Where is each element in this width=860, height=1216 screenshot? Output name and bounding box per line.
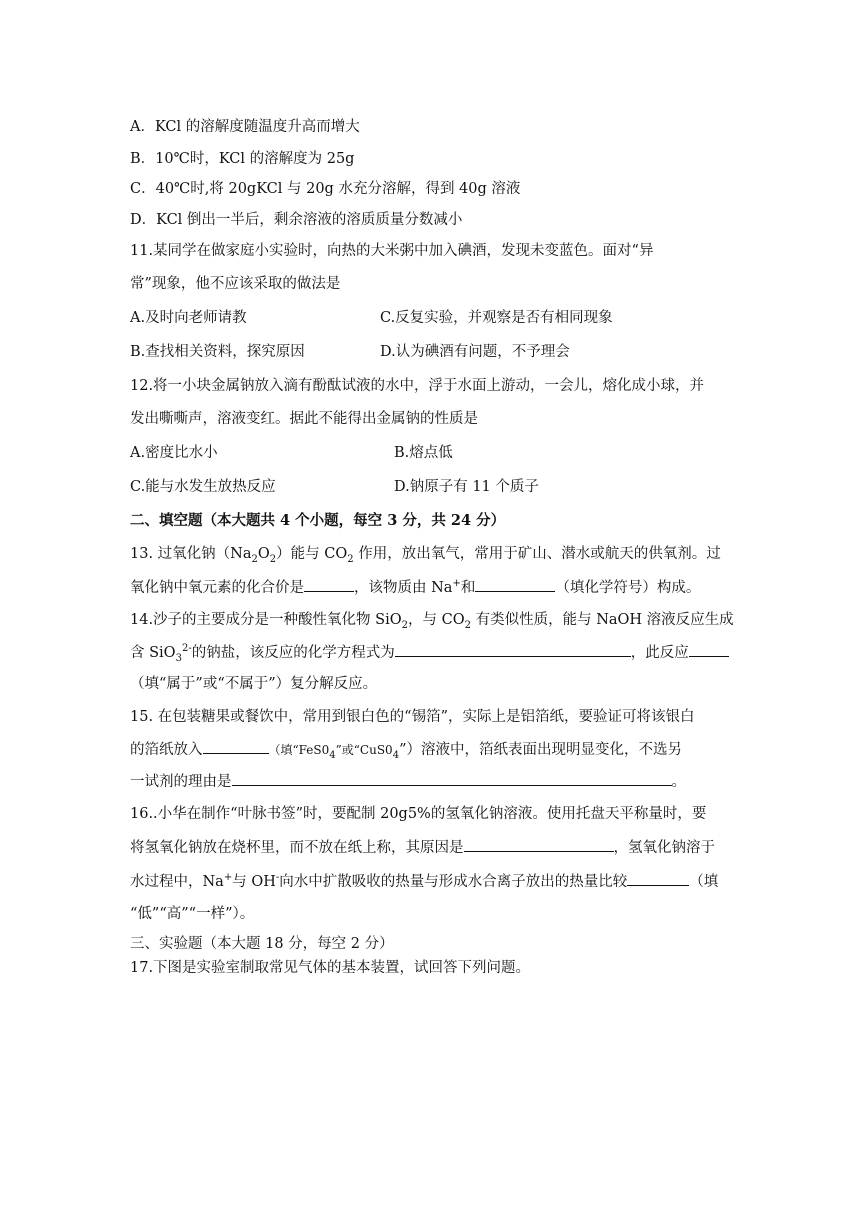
answer-blank[interactable] (689, 642, 729, 657)
q10-option-a: A．KCl 的溶解度随温度升高而增大 (130, 119, 360, 135)
q15-text: （填“FeS0 (268, 743, 330, 757)
q10-option-c: C．40℃时,将 20gKCl 与 20g 水充分溶解，得到 40g 溶液 (130, 181, 521, 197)
q13-text: （填化学符号）构成。 (555, 580, 701, 596)
q14-text: 的钠盐，该反应的化学方程式为 (191, 645, 395, 661)
q17-stem: 17.下图是实验室制取常见气体的基本装置，试回答下列问题。 (130, 960, 531, 976)
q12-option-d: D.钠原子有 11 个质子 (394, 479, 539, 495)
q14-line3: （填“属于”或“不属于”）复分解反应。 (130, 676, 378, 692)
q15-line3 (130, 771, 686, 792)
q16-text: 水过程中，Na (130, 874, 224, 890)
q11-option-c: C.反复实验，并观察是否有相同现象 (380, 310, 613, 326)
q10-option-d: D．KCl 倒出一半后，剩余溶液的溶质质量分数减小 (130, 212, 463, 228)
q11-option-a: A.及时向老师请教 (130, 310, 247, 326)
q16-line3 (130, 871, 718, 892)
answer-blank[interactable] (627, 871, 689, 886)
q13-text: O (257, 546, 270, 562)
answer-blank[interactable] (304, 577, 354, 592)
q15-text: 一试剂的理由是 (130, 774, 232, 790)
subscript: 4 (392, 749, 400, 761)
q13-line2 (130, 577, 700, 598)
q12-stem-line1: 12.将一小块金属钠放入滴有酚酞试液的水中，浮于水面上游动，一会儿，熔化成小球，并 (130, 378, 705, 394)
section3-title: 三、实验题（本大题 18 分，每空 2 分） (130, 936, 394, 952)
q12-option-b: B.熔点低 (394, 445, 453, 461)
q12-stem-line2: 发出嘶嘶声，溶液变红。据此不能得出金属钠的性质是 (130, 411, 478, 427)
subscript: 2 (401, 619, 409, 631)
subscript: 2 (464, 619, 471, 631)
q12-option-a: A.密度比水小 (130, 445, 218, 461)
q15-text: 。 (671, 774, 686, 790)
q16-line1: 16..小华在制作“叶脉书签”时，要配制 20g5%的氢氧化钠溶液。使用托盘天平称量时，要 (130, 806, 707, 822)
q16-line2 (130, 837, 715, 858)
q15-line2 (130, 739, 682, 760)
answer-blank[interactable] (464, 837, 614, 852)
superscript: - (275, 872, 280, 884)
superscript: + (452, 578, 461, 590)
subscript: 2 (269, 553, 277, 565)
q14-line1 (130, 610, 734, 630)
q16-text: 与 OH (232, 874, 276, 890)
q14-text: 有类似性质，能与 NaOH 溶液反应生成 (470, 612, 734, 628)
q15-text: ”）溶液中，箔纸表面出现明显变化，不选另 (399, 742, 682, 758)
subscript: 2 (251, 553, 258, 565)
q11-stem-line2: 常”现象，他不应该采取的做法是 (130, 276, 341, 292)
subscript: 2 (347, 553, 354, 565)
q16-text: 将氢氧化钠放在烧杯里，而不放在纸上称，其原因是 (130, 840, 464, 856)
subscript: 3 (175, 652, 182, 664)
q14-text: ，此反应 (630, 645, 689, 661)
answer-blank[interactable] (203, 739, 269, 754)
section2-title: 二、填空题（本大题共 4 个小题，每空 3 分，共 24 分） (130, 512, 506, 529)
q16-text: ，氢氧化钠溶于 (613, 840, 715, 856)
q15-text: 的箔纸放入 (130, 742, 203, 758)
q16-text: （填 (689, 874, 719, 890)
q11-option-b: B.查找相关资料，探究原因 (130, 344, 305, 360)
q11-stem-line1: 11.某同学在做家庭小实验时，向热的大米粥中加入碘酒，发现未变蓝色。面对“异 (130, 243, 654, 259)
q16-text: 向水中扩散吸收的热量与形成水合离子放出的热量比较 (279, 874, 628, 890)
q14-line2 (130, 642, 729, 663)
answer-blank[interactable] (395, 642, 631, 657)
q13-text: 13. 过氧化钠（Na (130, 546, 252, 562)
q14-text: ，与 CO (408, 612, 465, 628)
q14-text: 14.沙子的主要成分是一种酸性氧化物 SiO (130, 612, 402, 628)
q13-text: 作用，放出氧气，常用于矿山、潜水或航天的供氧剂。过 (353, 546, 721, 562)
answer-blank[interactable] (232, 771, 672, 786)
q12-option-c: C.能与水发生放热反应 (130, 479, 276, 495)
subscript: 4 (329, 749, 336, 761)
superscript: 2- (181, 643, 192, 655)
q13-text: 氧化钠中氧元素的化合价是 (130, 580, 304, 596)
q10-option-b: B．10℃时，KCl 的溶解度为 25g (130, 151, 355, 167)
q15-text: ”或“CuS0 (335, 743, 393, 757)
q13-text: ）能与 CO (276, 546, 348, 562)
q15-line1: 15. 在包装糖果或餐饮中，常用到银白色的“锡箔”，实际上是铝箔纸，要验证可将该银白 (130, 709, 695, 725)
q16-line4: “低”“高”“一样”）。 (130, 906, 255, 922)
q13-text: ，该物质由 Na (354, 580, 453, 596)
q13-line1 (130, 544, 721, 564)
q14-text: 含 SiO (130, 645, 176, 661)
q13-text: 和 (460, 580, 476, 596)
q11-option-d: D.认为碘酒有问题，不予理会 (380, 344, 570, 360)
answer-blank[interactable] (475, 577, 555, 592)
superscript: + (223, 872, 233, 884)
